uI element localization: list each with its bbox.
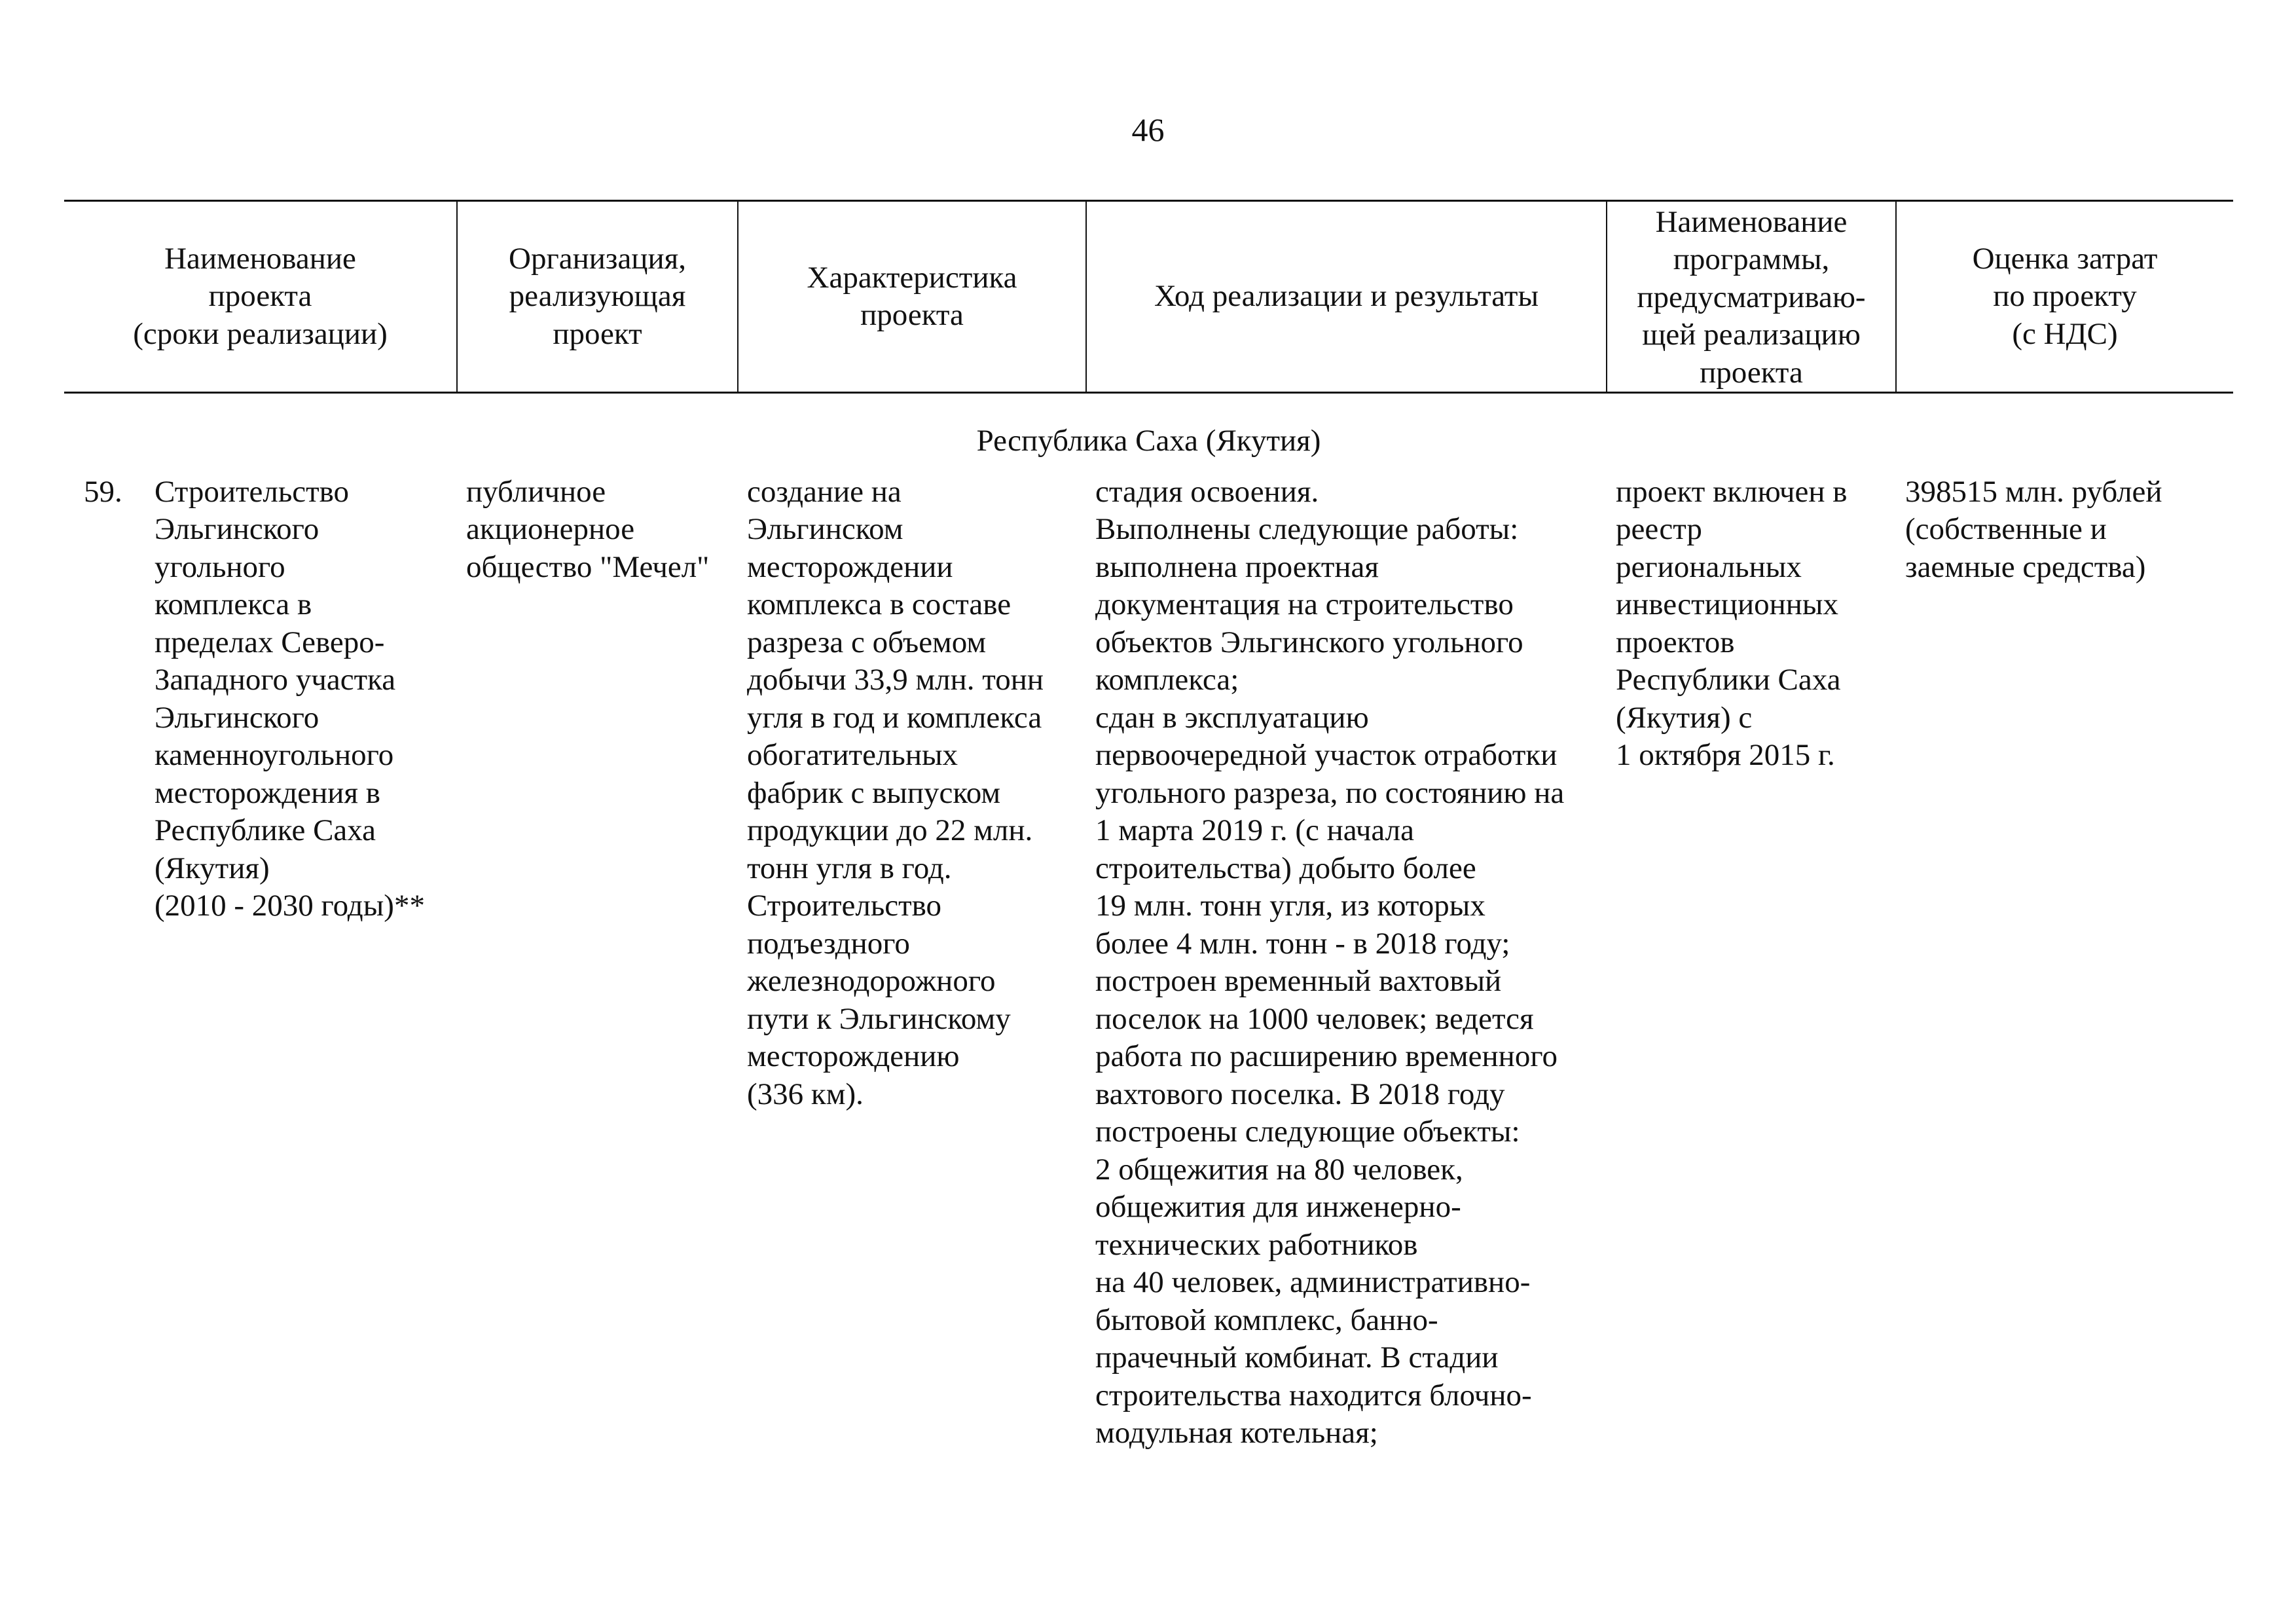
page-number: 46 xyxy=(1131,111,1165,148)
region-row xyxy=(64,393,2233,473)
table-header xyxy=(64,201,2233,393)
region-title: Республика Саха (Якутия) xyxy=(976,424,1321,458)
header-project-name: Наименование проекта (сроки реализации) xyxy=(64,201,457,393)
cell-characteristic: создание на Эльгинском месторождении комплекса в составе разреза с объемом добычи 33,9 млн. тонн угля в год и комплекса обогатительных фабрик с выпуском продукции до 22 млн. тонн угля в год. Строительство подъездного железнодорожного пути к Эльгинскому месторождению (336 км). xyxy=(747,474,1044,1111)
header-organization: Организация, реализующая проект xyxy=(457,201,738,393)
header-characteristic: Характеристика проекта xyxy=(738,201,1086,393)
header-progress: Ход реализации и результаты xyxy=(1086,201,1607,393)
cell-organization: публичное акционерное общество "Мечел" xyxy=(466,474,710,584)
row-number: 59. xyxy=(84,474,122,509)
table-row xyxy=(64,473,2233,1452)
project-name-text: Строительство Эльгинского угольного комплекса в пределах Северо- Западного участка Эльгинского каменноугольного месторождения в Республике Саха (Якутия) (2010 - 2030 годы)** xyxy=(155,474,425,923)
header-cost: Оценка затрат по проекту (с НДС) xyxy=(1896,201,2233,393)
cell-cost: 398515 млн. рублей (собственные и заемные средства) xyxy=(1905,474,2162,584)
header-program: Наименование программы, предусматриваю- щей реализацию проекта xyxy=(1607,201,1896,393)
projects-table xyxy=(64,200,2233,1452)
cell-program: проект включен в реестр региональных инвестиционных проектов Республики Саха (Якутия) с 1 октября 2015 г. xyxy=(1616,474,1848,772)
cell-progress: стадия освоения. Выполнены следующие работы: выполнена проектная документация на строительство объектов Эльгинского угольного комплекса; сдан в эксплуатацию первоочередной участок отработки угольного разреза, по состоянию на 1 марта 2019 г. (с начала строительства) добыто более 19 млн. тонн угля, из которых более 4 млн. тонн - в 2018 году; построен временный вахтовый поселок на 1000 человек; ведется работа по расширению временного вахтового поселка. В 2018 году построены следующие объекты: 2 общежития на 80 человек, общежития для инженерно- технических работников на 40 человек, административно- бытовой комплекс, банно- прачечный комбинат. В стадии строительства находится блочно- модульная котельная; xyxy=(1095,474,1565,1450)
cell-project-name xyxy=(64,473,457,1452)
